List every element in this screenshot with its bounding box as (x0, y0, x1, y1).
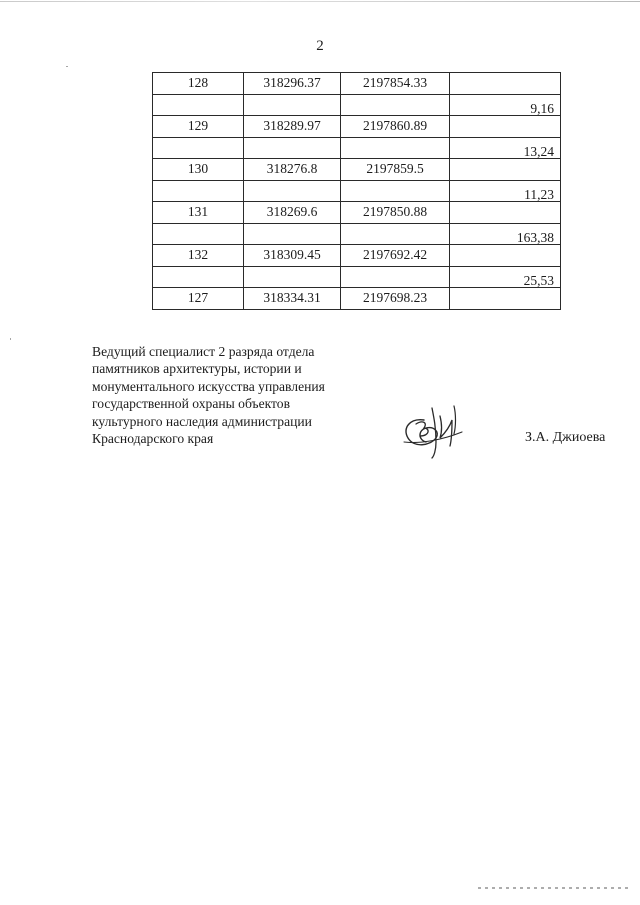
table-row (153, 223, 561, 245)
distance-cell (450, 137, 561, 159)
y-coordinate-cell (341, 94, 450, 116)
table-row (153, 180, 561, 202)
y-coordinate-cell (341, 266, 450, 288)
scan-speck (10, 338, 11, 340)
y-coordinate-cell: 2197859.5 (341, 159, 450, 181)
point-number-cell: 129 (153, 116, 244, 138)
x-coordinate-cell (244, 266, 341, 288)
table-row (153, 202, 561, 224)
x-coordinate-cell (244, 137, 341, 159)
distance-cell (450, 288, 561, 310)
distance-cell (450, 202, 561, 224)
distance-cell (450, 116, 561, 138)
y-coordinate-cell: 2197854.33 (341, 73, 450, 95)
distance-value: 25,53 (523, 272, 554, 288)
distance-cell (450, 159, 561, 181)
y-coordinate-cell (341, 180, 450, 202)
point-number-cell (153, 137, 244, 159)
distance-cell (450, 73, 561, 95)
handwritten-signature (396, 398, 468, 460)
distance-value: 163,38 (516, 229, 554, 245)
table-row (153, 137, 561, 159)
y-coordinate-cell: 2197692.42 (341, 245, 450, 267)
x-coordinate-cell (244, 223, 341, 245)
signatory-position-line: государственной охраны объектов (92, 396, 291, 412)
table-row (153, 94, 561, 116)
x-coordinate-cell: 318334.31 (244, 288, 341, 310)
page-number: 2 (316, 38, 324, 54)
x-coordinate-cell (244, 94, 341, 116)
table-row (153, 266, 561, 288)
y-coordinate-cell: 2197860.89 (341, 116, 450, 138)
distance-cell (450, 266, 561, 288)
distance-value: 9,16 (530, 100, 554, 116)
point-number-cell: 132 (153, 245, 244, 267)
distance-cell (450, 223, 561, 245)
distance-cell (450, 180, 561, 202)
y-coordinate-cell (341, 137, 450, 159)
distance-cell (450, 245, 561, 267)
point-number-cell (153, 223, 244, 245)
table-row (153, 288, 561, 310)
signatory-position-line: Краснодарского края (92, 431, 214, 447)
signatory-position-line: Ведущий специалист 2 разряда отдела (92, 344, 315, 359)
distance-cell (450, 94, 561, 116)
scan-speck (66, 66, 68, 67)
y-coordinate-cell: 2197698.23 (341, 288, 450, 310)
point-number-cell: 130 (153, 159, 244, 181)
point-number-cell: 131 (153, 202, 244, 224)
table-row (153, 159, 561, 181)
y-coordinate-cell (341, 223, 450, 245)
x-coordinate-cell: 318309.45 (244, 245, 341, 267)
point-number-cell: 128 (153, 73, 244, 95)
signatory-name: З.А. Джиоева (525, 430, 606, 445)
x-coordinate-cell: 318296.37 (244, 73, 341, 95)
signatory-position-line: монументального искусства управления (92, 378, 325, 394)
table-row (153, 116, 561, 138)
coordinates-table (152, 72, 561, 310)
x-coordinate-cell: 318276.8 (244, 159, 341, 181)
table-row (153, 245, 561, 267)
x-coordinate-cell: 318269.6 (244, 202, 341, 224)
scan-edge-dots (478, 887, 628, 889)
distance-value: 13,24 (523, 143, 554, 159)
point-number-cell: 127 (153, 288, 244, 310)
point-number-cell (153, 180, 244, 202)
point-number-cell (153, 266, 244, 288)
x-coordinate-cell (244, 180, 341, 202)
x-coordinate-cell: 318289.97 (244, 116, 341, 138)
scan-edge-line (0, 1, 640, 2)
signatory-position-line: культурного наследия администрации (92, 413, 312, 429)
table-row (153, 73, 561, 95)
y-coordinate-cell: 2197850.88 (341, 202, 450, 224)
distance-value: 11,23 (524, 186, 554, 202)
signatory-position-line: памятников архитектуры, истории и (92, 361, 302, 377)
point-number-cell (153, 94, 244, 116)
signatory-position (92, 343, 392, 447)
